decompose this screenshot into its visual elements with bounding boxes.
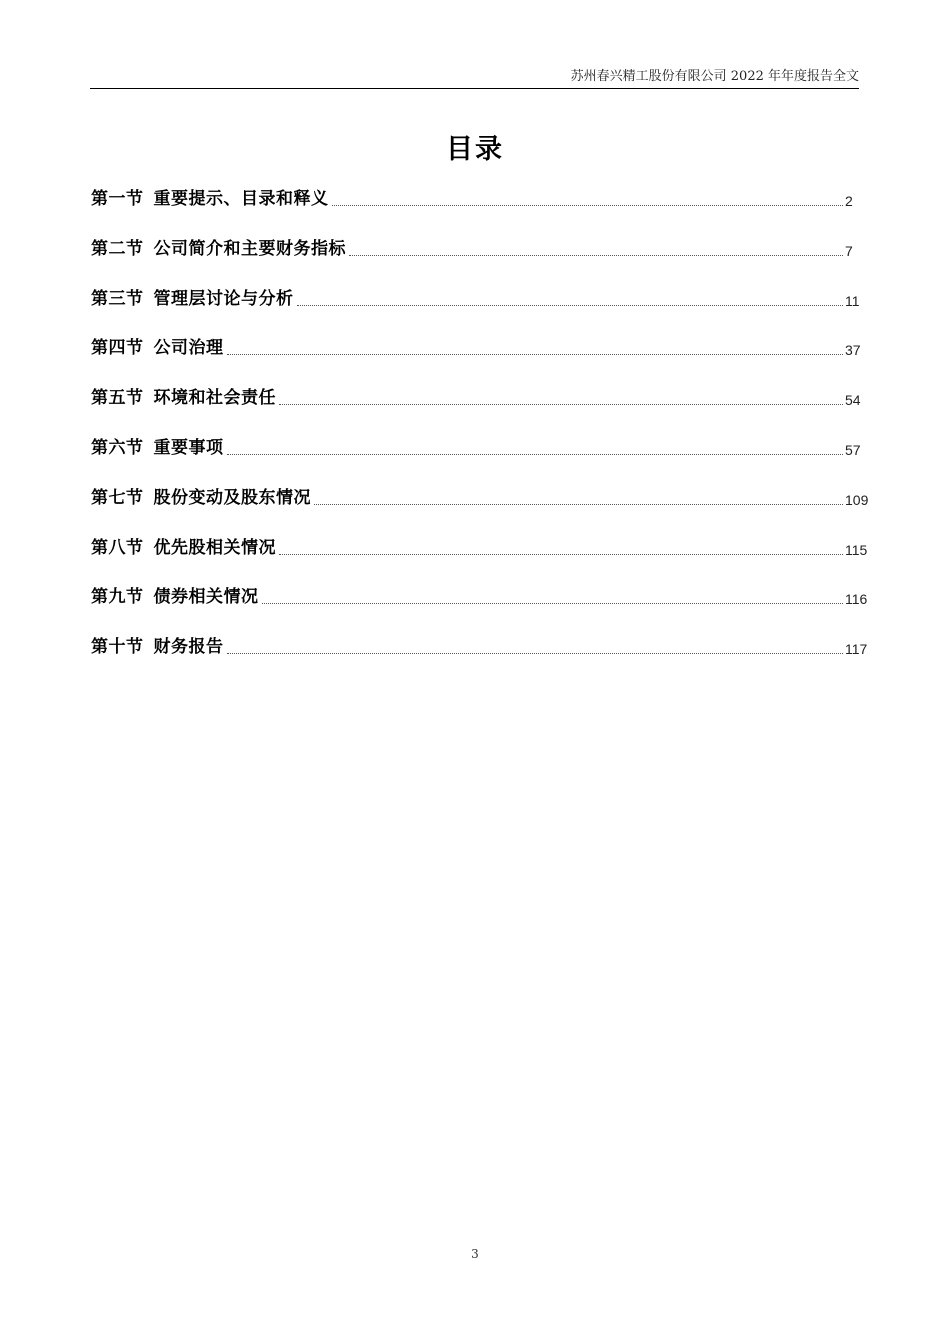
- toc-entry-9[interactable]: [91, 567, 872, 617]
- toc-entry-10[interactable]: [91, 616, 872, 666]
- running-header-title: 苏州春兴精工股份有限公司 2022 年年度报告全文: [570, 69, 859, 84]
- toc-title: 目录: [446, 134, 504, 165]
- toc-section-label: 第八节: [91, 537, 144, 558]
- toc-dot-leader: [262, 602, 844, 604]
- running-header: [90, 66, 859, 89]
- toc-page-number: 37: [845, 342, 861, 359]
- toc-entry-name: 重要事项: [153, 437, 224, 458]
- toc-page-number: 11: [845, 292, 860, 309]
- toc-dot-leader: [314, 503, 843, 505]
- toc-list: [91, 180, 872, 666]
- toc-dot-leader: [227, 353, 844, 355]
- toc-entry-name: 管理层讨论与分析: [153, 288, 294, 309]
- toc-entry-name: 重要提示、目录和释义: [153, 189, 329, 209]
- toc-page-number: 2: [845, 193, 853, 209]
- toc-section-label: 第四节: [91, 338, 144, 359]
- toc-entry-5[interactable]: [91, 367, 872, 417]
- toc-page-number: 54: [845, 392, 861, 409]
- toc-section-label: 第六节: [91, 437, 144, 458]
- toc-entry-4[interactable]: [91, 318, 872, 368]
- toc-section-label: 第十节: [91, 637, 144, 658]
- toc-dot-leader: [297, 304, 844, 306]
- toc-entry-name: 财务报告: [153, 637, 224, 658]
- toc-entry-8[interactable]: [91, 517, 872, 567]
- toc-section-label: 第二节: [91, 238, 144, 259]
- toc-section-label: 第一节: [91, 189, 144, 209]
- toc-entry-name: 环境和社会责任: [153, 388, 276, 409]
- toc-entry-3[interactable]: [91, 268, 872, 318]
- toc-entry-name: 公司治理: [153, 338, 224, 359]
- toc-page-number: 109: [845, 491, 869, 508]
- toc-page-number: 115: [845, 541, 868, 558]
- toc-entry-name: 优先股相关情况: [153, 537, 276, 558]
- toc-entry-7[interactable]: [91, 467, 872, 517]
- toc-entry-name: 股份变动及股东情况: [153, 487, 311, 508]
- toc-section-label: 第九节: [91, 587, 144, 608]
- toc-page-number: 116: [845, 591, 868, 608]
- toc-section-label: 第三节: [91, 288, 144, 309]
- toc-entry-name: 公司简介和主要财务指标: [153, 238, 346, 259]
- toc-section-label: 第五节: [91, 388, 144, 409]
- toc-entry-2[interactable]: [91, 218, 872, 268]
- toc-page-number: 117: [845, 641, 868, 658]
- page-number: 3: [471, 1247, 479, 1261]
- toc-page-number: 57: [845, 441, 861, 458]
- toc-dot-leader: [279, 553, 843, 555]
- toc-dot-leader: [227, 453, 844, 455]
- toc-section-label: 第七节: [91, 487, 144, 508]
- toc-dot-leader: [332, 204, 844, 206]
- toc-dot-leader: [227, 652, 844, 654]
- toc-dot-leader: [349, 254, 843, 256]
- toc-entry-name: 债券相关情况: [153, 587, 259, 608]
- toc-page-number: 7: [845, 242, 853, 259]
- toc-entry-1[interactable]: [91, 180, 872, 218]
- toc-entry-6[interactable]: [91, 417, 872, 467]
- toc-dot-leader: [279, 403, 843, 405]
